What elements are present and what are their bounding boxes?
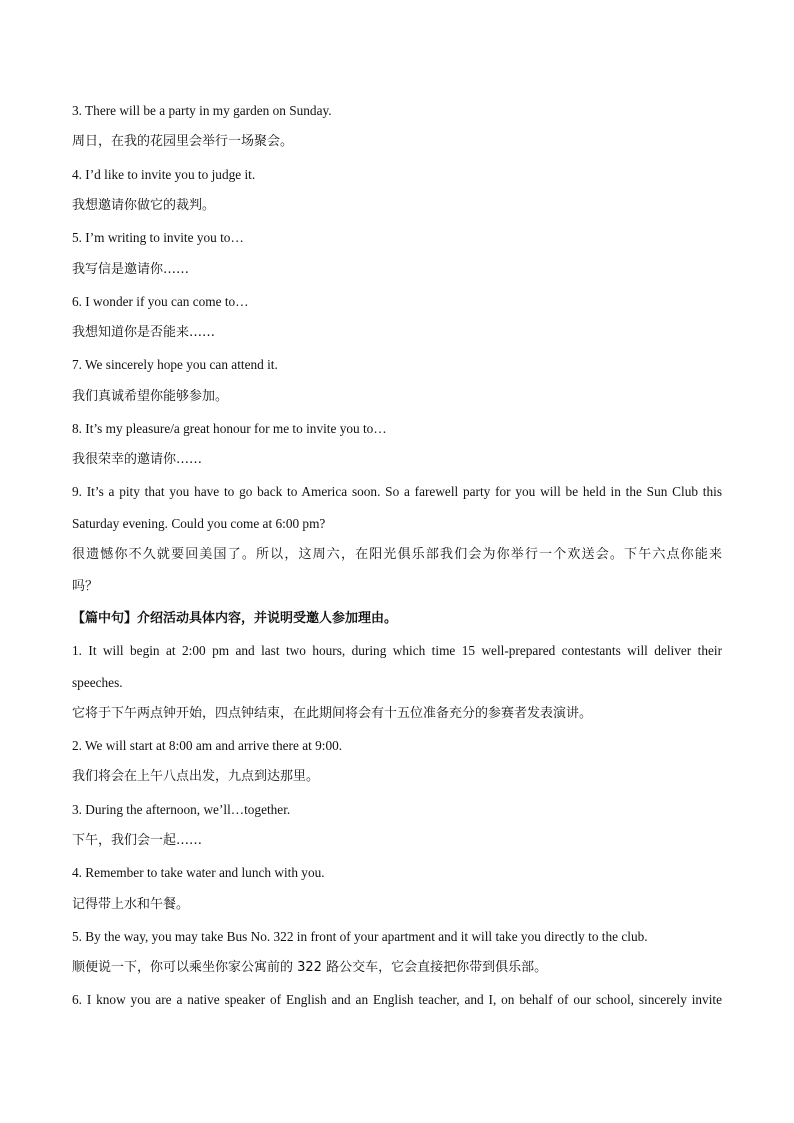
sentence-chinese: 下午，我们会一起…… bbox=[72, 833, 203, 848]
sentence-english: 8. It’s my pleasure/a great honour for me to invite you to… bbox=[72, 421, 387, 436]
sentence-chinese: 我们将会在上午八点出发，九点到达那里。 bbox=[72, 769, 320, 784]
sentence-english: 4. I’d like to invite you to judge it. bbox=[72, 167, 256, 182]
sentence-english: 6. I wonder if you can come to… bbox=[72, 294, 249, 309]
sentence-english: 4. Remember to take water and lunch with you. bbox=[72, 865, 325, 880]
sentence-english: 5. I’m writing to invite you to… bbox=[72, 230, 244, 245]
sentence-chinese: 很遗憾你不久就要回美国了。所以，这周六，在阳光俱乐部我们会为你举行一个欢送会。下午六点你能来 bbox=[72, 547, 722, 562]
sentence-chinese: 它将于下午两点钟开始，四点钟结束，在此期间将会有十五位准备充分的参赛者发表演讲。 bbox=[72, 706, 593, 721]
sentence-english-continued: speeches. bbox=[72, 675, 123, 690]
sentence-chinese: 我很荣幸的邀请你…… bbox=[72, 452, 203, 467]
sentence-chinese: 我想邀请你做它的裁判。 bbox=[72, 198, 216, 213]
sentence-chinese: 我想知道你是否能来…… bbox=[72, 325, 216, 340]
sentence-english: 6. I know you are a native speaker of English and an English teacher, and I, on behalf of our school, sincerely invite bbox=[72, 992, 722, 1007]
sentence-chinese: 顺便说一下，你可以乘坐你家公寓前的 322 路公交车，它会直接把你带到俱乐部。 bbox=[72, 960, 548, 975]
sentence-english: 7. We sincerely hope you can attend it. bbox=[72, 357, 278, 372]
sentence-english: 3. There will be a party in my garden on Sunday. bbox=[72, 103, 332, 118]
sentence-english: 3. During the afternoon, we’ll…together. bbox=[72, 802, 291, 817]
sentence-english: 1. It will begin at 2:00 pm and last two hours, during which time 15 well-prepared contestants will deliver their bbox=[72, 643, 722, 658]
sentence-english-continued: Saturday evening. Could you come at 6:00 pm? bbox=[72, 516, 326, 531]
sentence-english: 2. We will start at 8:00 am and arrive there at 9:00. bbox=[72, 738, 343, 753]
sentence-chinese-continued: 吗？ bbox=[72, 579, 99, 594]
sentence-english: 9. It’s a pity that you have to go back to America soon. So a farewell party for you will be held in the Sun Club this bbox=[72, 484, 722, 499]
sentence-chinese: 我们真诚希望你能够参加。 bbox=[72, 389, 229, 404]
sentence-chinese: 记得带上水和午餐。 bbox=[72, 897, 190, 912]
sentence-english: 5. By the way, you may take Bus No. 322 in front of your apartment and it will take you directly to the club. bbox=[72, 929, 648, 944]
section-heading: 【篇中句】介绍活动具体内容，并说明受邀人参加理由。 bbox=[72, 611, 398, 626]
sentence-chinese: 周日，在我的花园里会举行一场聚会。 bbox=[72, 134, 294, 149]
sentence-chinese: 我写信是邀请你…… bbox=[72, 262, 190, 277]
